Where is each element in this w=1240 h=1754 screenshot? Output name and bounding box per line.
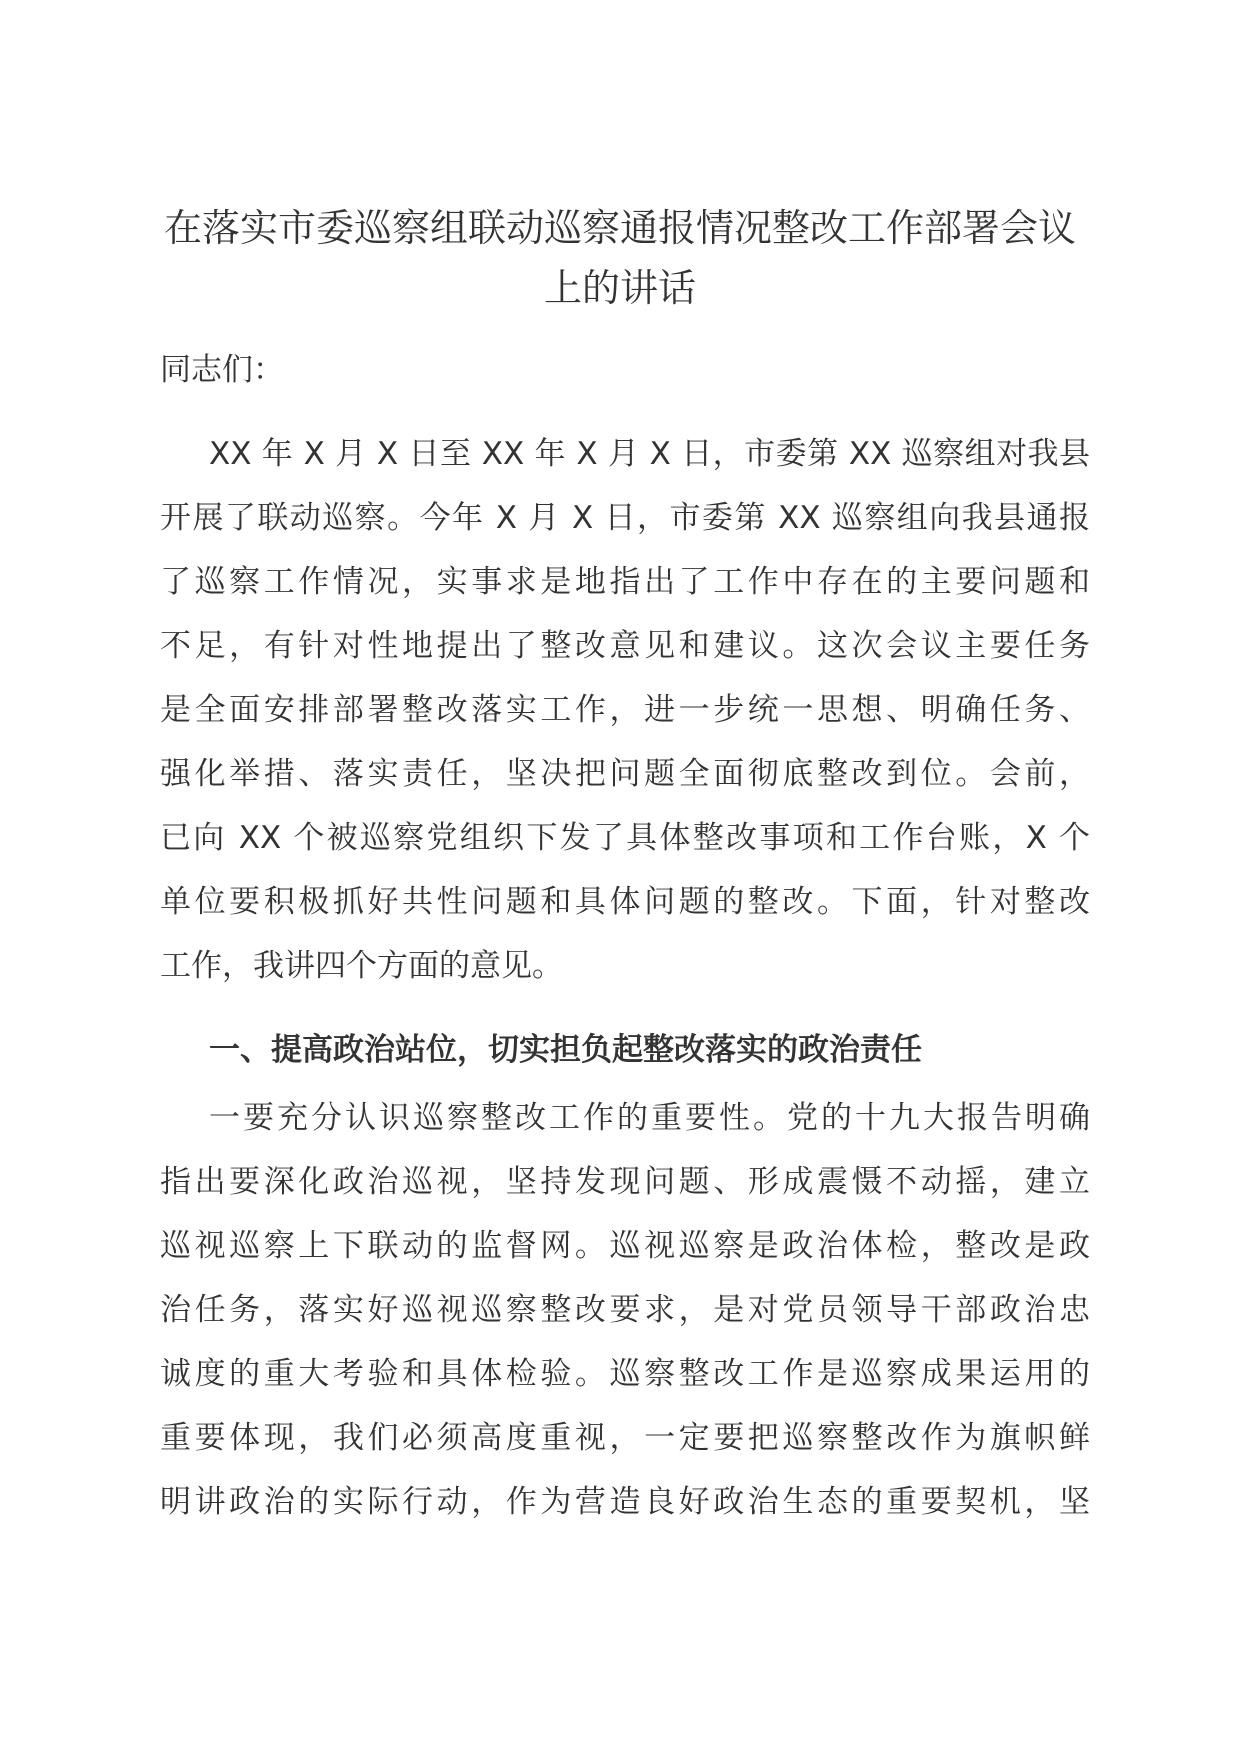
paragraph-2 (160, 1086, 1090, 1534)
paragraph-line: 一要充分认识巡察整改工作的重要性。党的十九大报告明确 (209, 1100, 1090, 1136)
section-heading-1: 一、提高政治站位，切实担负起整改落实的政治责任 (209, 1032, 922, 1068)
paragraph-line: 指出要深化政治巡视，坚持发现问题、形成震慑不动摇，建立 (160, 1164, 1090, 1200)
title-line-2: 上的讲话 (543, 266, 696, 310)
paragraph-line: 明讲政治的实际行动，作为营造良好政治生态的重要契机，坚 (160, 1484, 1090, 1520)
paragraph-line: 治任务，落实好巡视巡察整改要求，是对党员领导干部政治忠 (160, 1292, 1090, 1328)
paragraph-line: 不足，有针对性地提出了整改意见和建议。这次会议主要任务 (160, 628, 1090, 664)
paragraph-line: 单位要积极抓好共性问题和具体问题的整改。下面，针对整改 (160, 884, 1090, 920)
salutation: 同志们： (160, 352, 284, 388)
paragraph-1 (160, 422, 1090, 998)
paragraph-line: 工作，我讲四个方面的意见。 (160, 948, 563, 984)
paragraph-line: 巡视巡察上下联动的监督网。巡视巡察是政治体检，整改是政 (160, 1228, 1090, 1264)
paragraph-line: 了巡察工作情况，实事求是地指出了工作中存在的主要问题和 (160, 564, 1090, 600)
paragraph-line: XX 年 X 月 X 日至 XX 年 X 月 X 日，市委第 XX 巡察组对我县 (209, 436, 1090, 472)
paragraph-line: 已向 XX 个被巡察党组织下发了具体整改事项和工作台账，X 个 (160, 820, 1090, 856)
paragraph-line: 开展了联动巡察。今年 X 月 X 日，市委第 XX 巡察组向我县通报 (160, 500, 1090, 536)
paragraph-line: 重要体现，我们必须高度重视，一定要把巡察整改作为旗帜鲜 (160, 1420, 1090, 1456)
paragraph-line: 诚度的重大考验和具体检验。巡察整改工作是巡察成果运用的 (160, 1356, 1090, 1392)
paragraph-line: 是全面安排部署整改落实工作，进一步统一思想、明确任务、 (160, 692, 1090, 728)
paragraph-line: 强化举措、落实责任，坚决把问题全面彻底整改到位。会前， (160, 756, 1090, 792)
document-title (150, 198, 1090, 318)
title-line-1: 在落实市委巡察组联动巡察通报情况整改工作部署会议 (163, 206, 1076, 250)
